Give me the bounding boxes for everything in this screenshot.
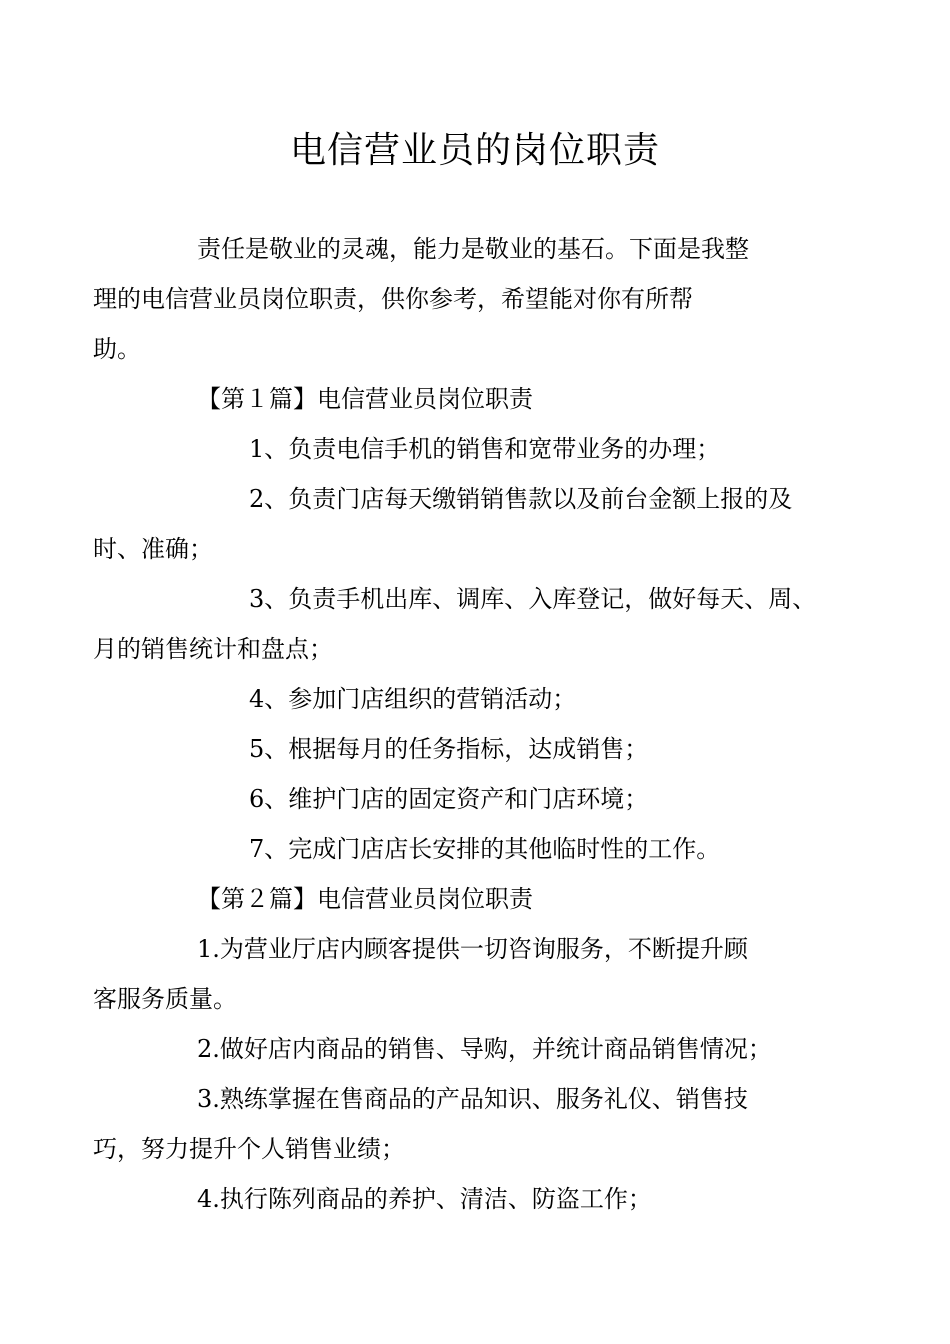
- item-number: 1、: [249, 435, 289, 463]
- item-text: 参加门店组织的营销活动；: [288, 685, 577, 713]
- section-2-item: [93, 924, 815, 1024]
- intro-line-1: 责任是敬业的灵魂，能力是敬业的基石。下面是我整: [197, 235, 749, 263]
- item-number: 6、: [249, 785, 289, 813]
- item-text-continued: 巧，努力提升个人销售业绩；: [93, 1135, 405, 1163]
- item-number: 2、: [249, 485, 289, 513]
- item-text: 根据每月的任务指标，达成销售；: [288, 735, 649, 763]
- intro-line-3: 助。: [93, 335, 141, 363]
- section-2-item: [145, 1174, 815, 1224]
- section-2-heading: 【第２篇】电信营业员岗位职责: [197, 885, 533, 913]
- item-text: 1.为营业厅店内顾客提供一切咨询服务，不断提升顾: [197, 935, 748, 963]
- item-text: 负责手机出库、调库、入库登记，做好每天、周、: [288, 585, 817, 613]
- section-1-item: [145, 774, 815, 824]
- item-text: 3.熟练掌握在售商品的产品知识、服务礼仪、销售技: [197, 1085, 748, 1113]
- item-text: 负责电信手机的销售和宽带业务的办理；: [288, 435, 721, 463]
- section-2-item: [93, 1074, 815, 1174]
- section-2-item: [145, 1024, 815, 1074]
- item-number: 3、: [249, 585, 289, 613]
- item-text-continued: 客服务质量。: [93, 985, 237, 1013]
- item-text: 4.执行陈列商品的养护、清洁、防盗工作；: [197, 1185, 652, 1213]
- item-text: 完成门店店长安排的其他临时性的工作。: [288, 835, 721, 863]
- item-text-continued: 月的销售统计和盘点；: [93, 635, 333, 663]
- section-1-item: [145, 424, 815, 474]
- section-1-item: [93, 574, 817, 674]
- item-text-continued: 时、准确；: [93, 535, 213, 563]
- document-title: 电信营业员的岗位职责: [289, 130, 660, 171]
- section-1-heading: 【第１篇】电信营业员岗位职责: [197, 385, 533, 413]
- item-number: 7、: [249, 835, 289, 863]
- item-number: 5、: [249, 735, 289, 763]
- intro-line-2: 理的电信营业员岗位职责，供你参考，希望能对你有所帮: [93, 285, 693, 313]
- section-1-item: [145, 724, 815, 774]
- intro-paragraph: [93, 224, 815, 374]
- section-1-item: [145, 674, 815, 724]
- item-text: 2.做好店内商品的销售、导购，并统计商品销售情况；: [197, 1035, 772, 1063]
- document-body: [93, 224, 817, 1224]
- item-text: 负责门店每天缴销销售款以及前台金额上报的及: [288, 485, 793, 513]
- item-number: 4、: [249, 685, 289, 713]
- section-1-item: [145, 824, 815, 874]
- section-1-item: [93, 474, 815, 574]
- item-text: 维护门店的固定资产和门店环境；: [288, 785, 649, 813]
